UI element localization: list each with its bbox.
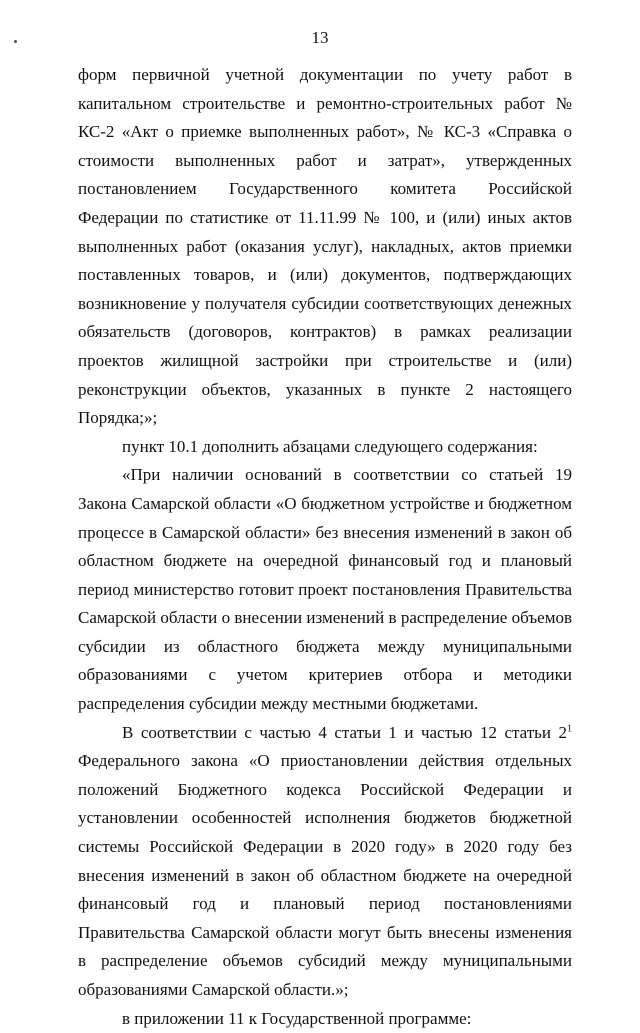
page-number: 13 — [311, 28, 329, 47]
article-superscript: 1 — [567, 723, 572, 734]
document-body — [78, 61, 572, 1033]
paragraph-forms-continuation: форм первичной учетной документации по учету работ в капитальном строительстве и ремонтно-строительных работ № КС-2 «Акт о приемке выполненных работ», № КС-3 «Справка о стоимости выполненных работ и затрат», утвержденных постановлением Государственного комитета Российской Федерации по статистике от 11.11.99 № 100, и (или) иных актов выполненных работ (оказания услуг), накладных, актов приемки поставленных товаров, и (или) документов, подтверждающих возникновение у получателя субсидии соответствующих денежных обязательств (договоров, контрактов) в рамках реализации проектов жилищной застройки при строительстве и (или) реконструкции объектов, указанных в пункте 2 настоящего Порядка;»; — [78, 65, 572, 428]
paragraph-federal-law — [78, 719, 572, 1005]
paragraph-budget-grounds: «При наличии оснований в соответствии со статьей 19 Закона Самарской области «О бюджетном устройстве и бюджетном процессе в Самарской области» без внесения изменений в закон об областном бюджете на очередной финансовый год и плановый период министерство готовит проект постановления Правительства Самарской области о внесении изменений в распределение объемов субсидии из областного бюджета между муниципальными образованиями с учетом критериев отбора и методики распределения субсидии между местными бюджетами. — [78, 465, 572, 714]
paragraph-point-10-1: пункт 10.1 дополнить абзацами следующего содержания: — [122, 436, 538, 456]
federal-law-text-end: Федерального закона «О приостановлении действия отдельных положений Бюджетного кодекса Российской Федерации и установлении особенностей исполнения бюджетов бюджетной системы Российской Федерации в 2020 году» в 2020 году без внесения изменений в закон об областном бюджете на очередной финансовый год и плановый период постановлениями Правительства Самарской области могут быть внесены изменения в распределение объемов субсидий между муниципальными образованиями Самарской области.»; — [78, 751, 572, 999]
federal-law-text-start: В соответствии с частью 4 статьи 1 и частью 12 статьи 2 — [122, 722, 567, 742]
paragraph-appendix-11: в приложении 11 к Государственной программе: — [122, 1008, 472, 1028]
